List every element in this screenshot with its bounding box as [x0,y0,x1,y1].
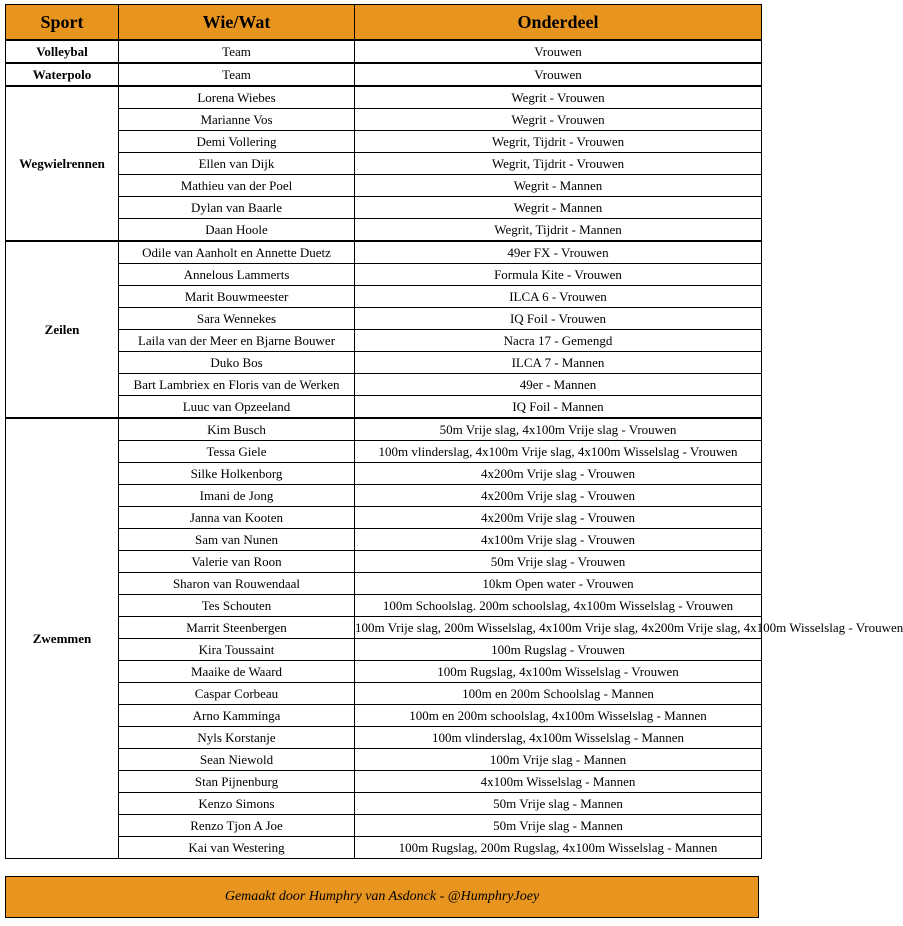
table-row [6,264,762,286]
athlete-cell: Sean Niewold [119,749,355,771]
event-cell: 4x200m Vrije slag - Vrouwen [355,463,762,485]
event-cell: Formula Kite - Vrouwen [355,264,762,286]
event-cell: 100m Rugslag, 4x100m Wisselslag - Vrouwen [355,661,762,683]
athlete-cell: Bart Lambriex en Floris van de Werken [119,374,355,396]
event-cell: 50m Vrije slag - Mannen [355,793,762,815]
event-cell: Wegrit, Tijdrit - Vrouwen [355,153,762,175]
athlete-cell: Silke Holkenborg [119,463,355,485]
event-cell: 4x200m Vrije slag - Vrouwen [355,507,762,529]
event-cell: Wegrit - Mannen [355,175,762,197]
sport-cell: Zeilen [6,241,119,418]
sport-cell: Waterpolo [6,63,119,86]
athlete-cell: Sam van Nunen [119,529,355,551]
event-cell: 100m vlinderslag, 4x100m Wisselslag - Mannen [355,727,762,749]
event-cell: 49er FX - Vrouwen [355,241,762,264]
table-row [6,595,762,617]
event-cell: Vrouwen [355,40,762,63]
table-row [6,109,762,131]
table-row [6,683,762,705]
table-row [6,131,762,153]
athlete-cell: Kai van Westering [119,837,355,859]
event-cell: 100m Vrije slag - Mannen [355,749,762,771]
table-row [6,617,762,639]
athlete-cell: Marit Bouwmeester [119,286,355,308]
table-row [6,374,762,396]
athlete-cell: Odile van Aanholt en Annette Duetz [119,241,355,264]
athlete-cell: Annelous Lammerts [119,264,355,286]
athlete-cell: Renzo Tjon A Joe [119,815,355,837]
athlete-cell: Nyls Korstanje [119,727,355,749]
athlete-cell: Mathieu van der Poel [119,175,355,197]
table-row [6,551,762,573]
athlete-cell: Kenzo Simons [119,793,355,815]
header-who: Wie/Wat [119,5,355,41]
event-cell: 50m Vrije slag - Mannen [355,815,762,837]
athlete-cell: Luuc van Opzeeland [119,396,355,419]
event-cell: ILCA 7 - Mannen [355,352,762,374]
athlete-cell: Caspar Corbeau [119,683,355,705]
table-row [6,529,762,551]
table-row [6,485,762,507]
event-cell: 100m Vrije slag, 200m Wisselslag, 4x100m Vrije slag, 4x200m Vrije slag, 4x100m Wisselslag - Vrouwen [355,617,762,639]
athlete-cell: Team [119,40,355,63]
athlete-cell: Demi Vollering [119,131,355,153]
event-cell: 4x200m Vrije slag - Vrouwen [355,485,762,507]
athlete-cell: Laila van der Meer en Bjarne Bouwer [119,330,355,352]
event-cell: 100m en 200m Schoolslag - Mannen [355,683,762,705]
table-row [6,418,762,441]
sport-cell: Zwemmen [6,418,119,859]
athlete-cell: Team [119,63,355,86]
event-cell: IQ Foil - Vrouwen [355,308,762,330]
table-row [6,40,762,63]
event-cell: ILCA 6 - Vrouwen [355,286,762,308]
table-row [6,727,762,749]
header-event: Onderdeel [355,5,762,41]
table-row [6,815,762,837]
table-row [6,241,762,264]
table-row [6,175,762,197]
table-row [6,705,762,727]
event-cell: 100m Rugslag, 200m Rugslag, 4x100m Wisselslag - Mannen [355,837,762,859]
athlete-cell: Marianne Vos [119,109,355,131]
table-row [6,197,762,219]
table-row [6,308,762,330]
athlete-cell: Marrit Steenbergen [119,617,355,639]
athlete-cell: Lorena Wiebes [119,86,355,109]
table-row [6,330,762,352]
table-row [6,219,762,242]
event-cell: Wegrit - Vrouwen [355,109,762,131]
event-cell: 50m Vrije slag - Vrouwen [355,551,762,573]
event-cell: Wegrit, Tijdrit - Vrouwen [355,131,762,153]
table-row [6,286,762,308]
athlete-cell: Maaike de Waard [119,661,355,683]
table-row [6,396,762,419]
table-row [6,661,762,683]
table-row [6,352,762,374]
event-cell: 4x100m Vrije slag - Vrouwen [355,529,762,551]
sport-cell: Volleybal [6,40,119,63]
athlete-cell: Stan Pijnenburg [119,771,355,793]
table-row [6,63,762,86]
athlete-cell: Ellen van Dijk [119,153,355,175]
athlete-cell: Kira Toussaint [119,639,355,661]
header-row [6,5,762,41]
table-row [6,639,762,661]
table-row [6,771,762,793]
event-cell: 4x100m Wisselslag - Mannen [355,771,762,793]
event-cell: Wegrit - Vrouwen [355,86,762,109]
athlete-cell: Daan Hoole [119,219,355,242]
athlete-cell: Tes Schouten [119,595,355,617]
event-cell: 100m Schoolslag. 200m schoolslag, 4x100m Wisselslag - Vrouwen [355,595,762,617]
table-row [6,86,762,109]
athlete-cell: Imani de Jong [119,485,355,507]
athlete-cell: Sara Wennekes [119,308,355,330]
header-sport: Sport [6,5,119,41]
athlete-cell: Arno Kamminga [119,705,355,727]
table-row [6,463,762,485]
athlete-cell: Kim Busch [119,418,355,441]
athlete-cell: Duko Bos [119,352,355,374]
event-cell: 100m vlinderslag, 4x100m Vrije slag, 4x100m Wisselslag - Vrouwen [355,441,762,463]
athlete-cell: Sharon van Rouwendaal [119,573,355,595]
event-cell: 49er - Mannen [355,374,762,396]
table-row [6,749,762,771]
event-cell: 50m Vrije slag, 4x100m Vrije slag - Vrouwen [355,418,762,441]
event-cell: Vrouwen [355,63,762,86]
event-cell: Wegrit - Mannen [355,197,762,219]
athlete-cell: Tessa Giele [119,441,355,463]
athlete-cell: Janna van Kooten [119,507,355,529]
table-row [6,573,762,595]
event-cell: Wegrit, Tijdrit - Mannen [355,219,762,242]
event-cell: 100m Rugslag - Vrouwen [355,639,762,661]
table-row [6,153,762,175]
event-cell: IQ Foil - Mannen [355,396,762,419]
sport-cell: Wegwielrennen [6,86,119,241]
event-cell: Nacra 17 - Gemengd [355,330,762,352]
table-row [6,507,762,529]
event-cell: 100m en 200m schoolslag, 4x100m Wisselslag - Mannen [355,705,762,727]
footer-credit: Gemaakt door Humphry van Asdonck - @HumphryJoey [5,876,759,918]
athlete-cell: Dylan van Baarle [119,197,355,219]
table-row [6,441,762,463]
olympic-team-table [5,4,903,859]
table-row [6,793,762,815]
event-cell: 10km Open water - Vrouwen [355,573,762,595]
athlete-cell: Valerie van Roon [119,551,355,573]
table-body [6,40,903,859]
table-row [6,837,762,859]
